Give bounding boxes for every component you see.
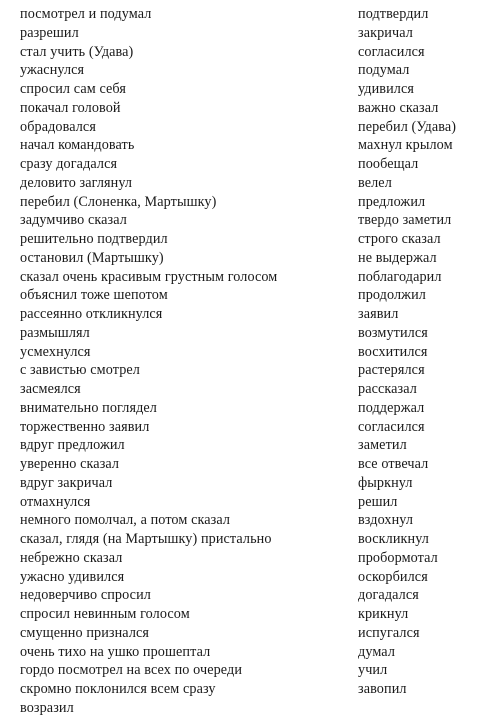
right-column-phrase: решил [358,493,398,510]
right-column-phrase: не выдержал [358,249,437,266]
left-column-phrase: перебил (Слоненка, Мартышку) [20,193,217,210]
right-column-phrase: фыркнул [358,474,413,491]
right-column-phrase: перебил (Удава) [358,118,457,135]
left-column-phrase: недоверчиво спросил [20,587,151,604]
left-column-phrase: сказал очень красивым грустным голосом [20,268,278,285]
left-column-phrase: внимательно поглядел [20,399,157,416]
right-column-phrase: согласился [358,43,425,60]
right-column-phrase: заявил [358,306,399,322]
left-column-phrase: немного помолчал, а потом сказал [20,512,231,529]
right-column-phrase: закричал [358,24,413,41]
right-column-phrase: испугался [358,624,420,641]
left-column-phrase: сказал, глядя (на Мартышку) пристально [20,531,272,547]
left-column-phrase: объяснил тоже шепотом [20,287,168,304]
right-column-phrase: восхитился [358,343,428,360]
right-column-phrase: все отвечал [358,456,429,472]
left-column-phrase: спросил невинным голосом [20,606,190,622]
left-column-phrase: стал учить (Удава) [20,43,134,60]
left-column-phrase: деловито заглянул [20,174,133,191]
right-column-phrase: учил [358,662,388,679]
left-column-phrase: начал командовать [20,137,135,154]
right-column-phrase: велел [358,174,392,191]
left-column-phrase: вдруг предложил [20,437,125,454]
right-column-phrase: растерялся [358,362,425,379]
right-column-phrase: завопил [358,681,407,697]
right-column-phrase: возмутился [358,324,428,341]
left-column-phrase: рассеянно откликнулся [20,306,163,322]
left-column-phrase: уверенно сказал [20,456,120,472]
left-column-phrase: ужаснулся [20,62,85,79]
left-column-phrase: разрешил [20,24,79,41]
left-column-phrase: решительно подтвердил [20,231,168,247]
left-column-phrase: остановил (Мартышку) [20,249,164,266]
right-column-phrase: важно сказал [358,99,439,116]
left-column-phrase: смущенно признался [20,624,150,641]
left-column-phrase: с завистью смотрел [20,362,140,379]
left-column-phrase: торжественно заявил [20,418,150,435]
left-column-phrase: ужасно удивился [20,568,125,585]
right-column-phrase: поблагодарил [358,268,442,285]
right-column-phrase: подтвердил [358,6,429,22]
left-column-phrase: вдруг закричал [20,474,113,491]
right-column-phrase: догадался [358,587,419,604]
right-column-phrase: предложил [358,193,426,210]
right-column-phrase: твердо заметил [358,212,452,229]
right-column-phrase: строго сказал [358,231,441,247]
left-column-phrase: возразил [20,699,74,716]
left-column-phrase: небрежно сказал [20,549,123,566]
right-column-phrase: продолжил [358,287,426,304]
left-column-phrase: спросил сам себя [20,81,126,97]
right-column-phrase: воскликнул [358,531,429,547]
left-column-phrase: покачал головой [20,99,121,116]
left-column-phrase: отмахнулся [20,493,91,510]
right-column-phrase: оскорбился [358,568,428,585]
left-word-column [20,5,350,718]
left-column-phrase: усмехнулся [20,343,91,360]
left-column-phrase: размышлял [20,324,90,341]
left-column-phrase: задумчиво сказал [20,212,127,229]
right-column-phrase: пробормотал [358,549,438,566]
left-column-phrase: сразу догадался [20,156,118,172]
right-column-phrase: махнул крылом [358,137,453,154]
right-column-phrase: рассказал [358,381,417,397]
right-column-phrase: согласился [358,418,425,435]
right-column-phrase: подумал [358,62,410,79]
right-column-phrase: удивился [358,81,415,97]
left-column-phrase: очень тихо на ушко прошептал [20,643,211,660]
right-column-phrase: поддержал [358,399,425,416]
right-column-phrase: думал [358,643,396,660]
left-column-phrase: гордо посмотрел на всех по очереди [20,662,243,679]
left-column-phrase: посмотрел и подумал [20,6,152,22]
left-column-phrase: засмеялся [20,381,81,397]
right-column-phrase: заметил [358,437,407,454]
left-column-phrase: скромно поклонился всем сразу [20,681,216,697]
right-column-phrase: вздохнул [358,512,414,529]
right-word-column [358,5,488,699]
left-column-phrase: обрадовался [20,118,96,135]
right-column-phrase: крикнул [358,606,409,622]
right-column-phrase: пообещал [358,156,419,172]
